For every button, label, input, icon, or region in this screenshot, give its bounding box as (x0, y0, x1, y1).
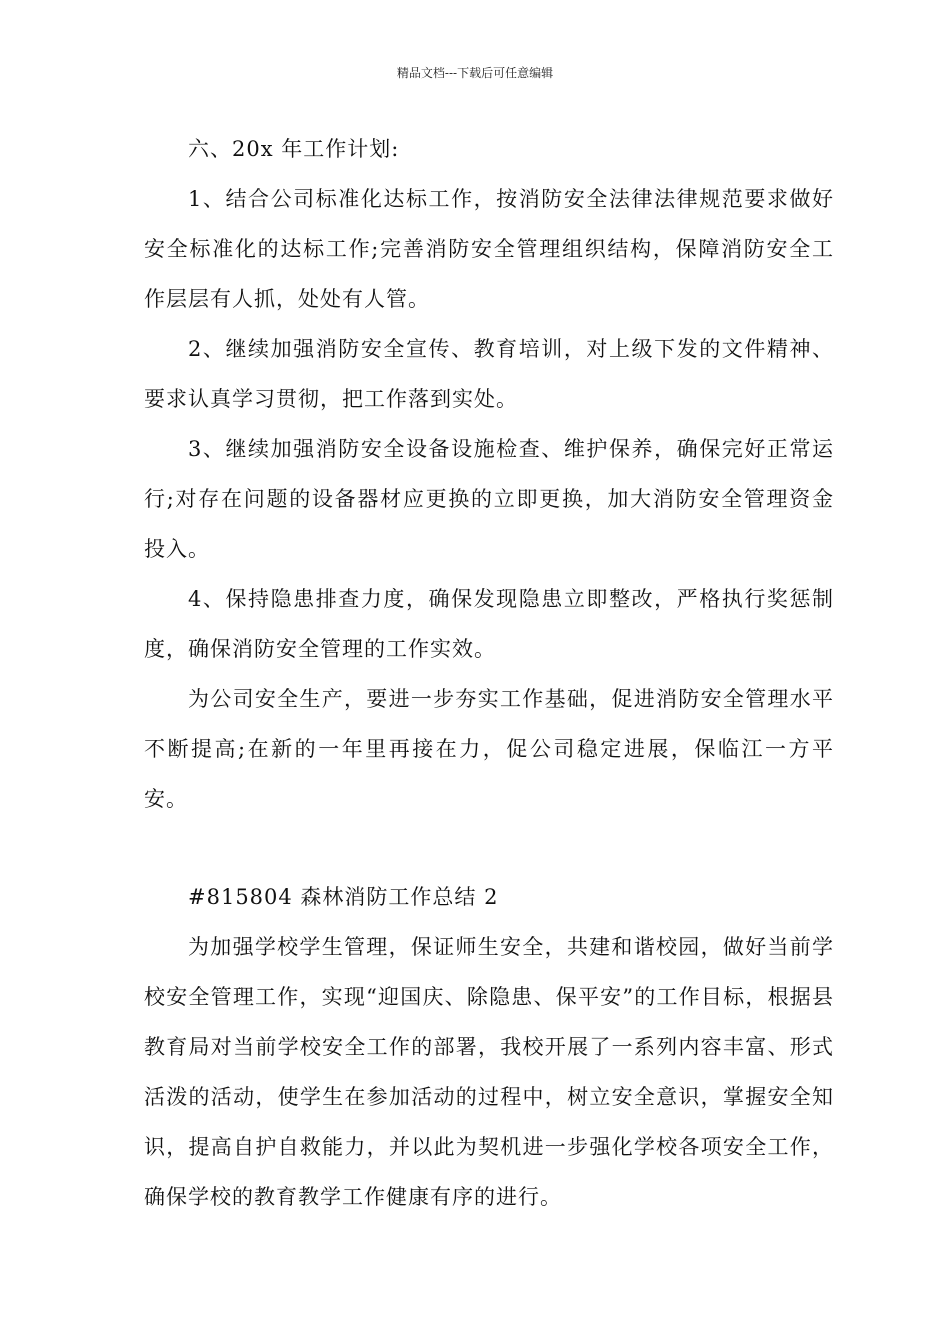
plan-item-4: 4、保持隐患排查力度，确保发现隐患立即整改，严格执行奖惩制度，确保消防安全管理的工作实效。 (144, 587, 834, 661)
plan-item-3: 3、继续加强消防安全设备设施检查、维护保养，确保完好正常运行;对存在问题的设备器材应更换的立即更换，加大消防安全管理资金投入。 (144, 437, 834, 561)
section-title: 六、20x 年工作计划: (188, 137, 400, 161)
section-gap (144, 824, 834, 872)
closing-paragraph: 为公司安全生产，要进一步夯实工作基础，促进消防安全管理水平不断提高;在新的一年里再接在力，促公司稳定进展，保临江一方平安。 (144, 687, 834, 811)
page-header: 精品文档---下载后可任意编辑 (396, 66, 554, 80)
plan-item-2: 2、继续加强消防安全宣传、教育培训，对上级下发的文件精神、要求认真学习贯彻，把工作落到实处。 (144, 337, 834, 411)
article-heading: #815804 森林消防工作总结 2 (188, 885, 499, 909)
document-body (144, 124, 834, 1222)
article-paragraph: 为加强学校学生管理，保证师生安全，共建和谐校园，做好当前学校安全管理工作，实现“迎国庆、除隐患、保平安”的工作目标，根据县教育局对当前学校安全工作的部署，我校开展了一系列内容丰富、形式活泼的活动，使学生在参加活动的过程中，树立安全意识，掌握安全知识，提高自护自救能力，并以此为契机进一步强化学校各项安全工作，确保学校的教育教学工作健康有序的进行。 (144, 935, 834, 1209)
plan-item-1: 1、结合公司标准化达标工作，按消防安全法律法律规范要求做好安全标准化的达标工作;完善消防安全管理组织结构，保障消防安全工作层层有人抓，处处有人管。 (144, 187, 834, 311)
